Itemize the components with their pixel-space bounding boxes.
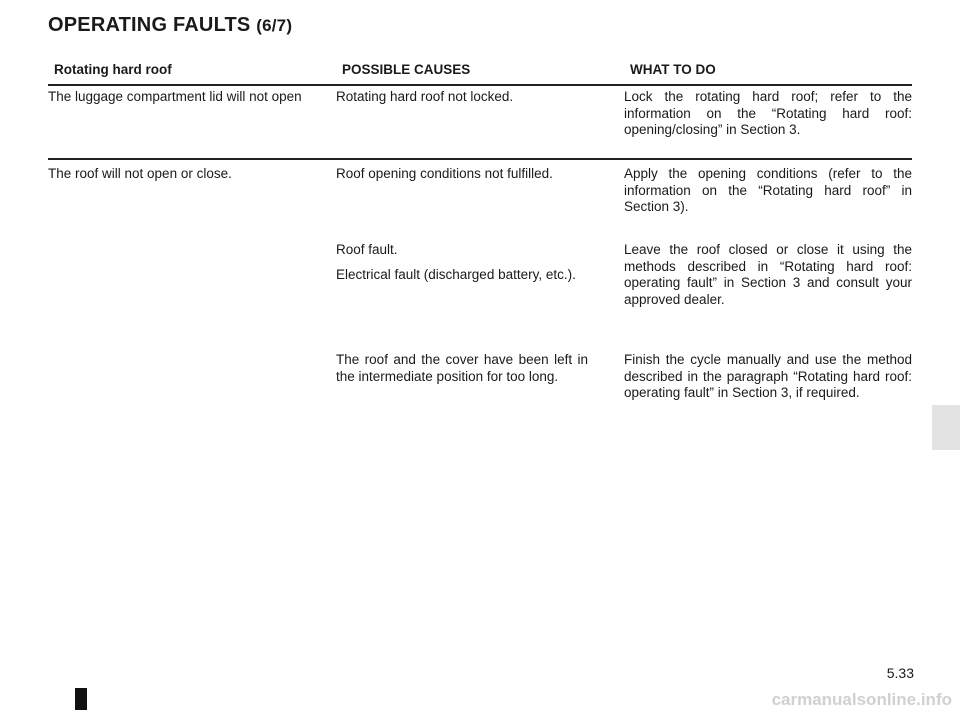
row-3-action: [624, 242, 912, 308]
row-3-cause-1: Roof fault.: [336, 242, 398, 257]
row-2-action: [624, 166, 912, 216]
row-1-symptom: The luggage compartment lid will not open: [48, 89, 302, 104]
row-2-action-1: Apply the opening conditions (refer to the information on the “Rotating hard roof” in Section 3).: [624, 166, 912, 214]
row-1-cause: [336, 89, 588, 106]
row-divider: [48, 158, 912, 160]
column-header-what-to-do: WHAT TO DO: [630, 62, 716, 77]
row-2-cause: [336, 166, 588, 183]
column-header-rotating-hard-roof: Rotating hard roof: [54, 62, 172, 77]
row-1-cause-1: Rotating hard roof not locked.: [336, 89, 514, 104]
row-4-action: [624, 352, 912, 402]
footer-bar: [75, 688, 87, 710]
row-4-action-1: Finish the cycle manually and use the method described in the paragraph “Rotating hard roof: operating fault” in Section 3, if required.: [624, 352, 912, 400]
page-title-text: OPERATING FAULTS: [48, 14, 251, 36]
header-divider: [48, 84, 912, 86]
row-3-action-1: Leave the roof closed or close it using the methods described in “Rotating hard roof: operating fault” in Section 3 and consult your approved dealer.: [624, 242, 912, 307]
row-1-action: [624, 89, 912, 139]
section-tab: [932, 405, 960, 450]
row-4-cause: [336, 352, 588, 385]
row-3-cause-2: Electrical fault (discharged battery, etc.).: [336, 266, 576, 282]
row-3-cause: [336, 242, 588, 283]
watermark: carmanualsonline.info: [771, 690, 952, 709]
row-4-cause-1: The roof and the cover have been left in the intermediate position for too long.: [336, 352, 588, 384]
row-1-action-1: Lock the rotating hard roof; refer to the information on the “Rotating hard roof: opening/closing” in Section 3.: [624, 89, 912, 137]
page-title: [48, 14, 292, 37]
page-number: 5.33: [886, 665, 914, 681]
row-2-cause-1: Roof opening conditions not fulfilled.: [336, 166, 553, 181]
row-2-symptom: The roof will not open or close.: [48, 166, 232, 181]
page-title-part: (6/7): [256, 16, 293, 35]
column-header-possible-causes: POSSIBLE CAUSES: [342, 62, 471, 77]
